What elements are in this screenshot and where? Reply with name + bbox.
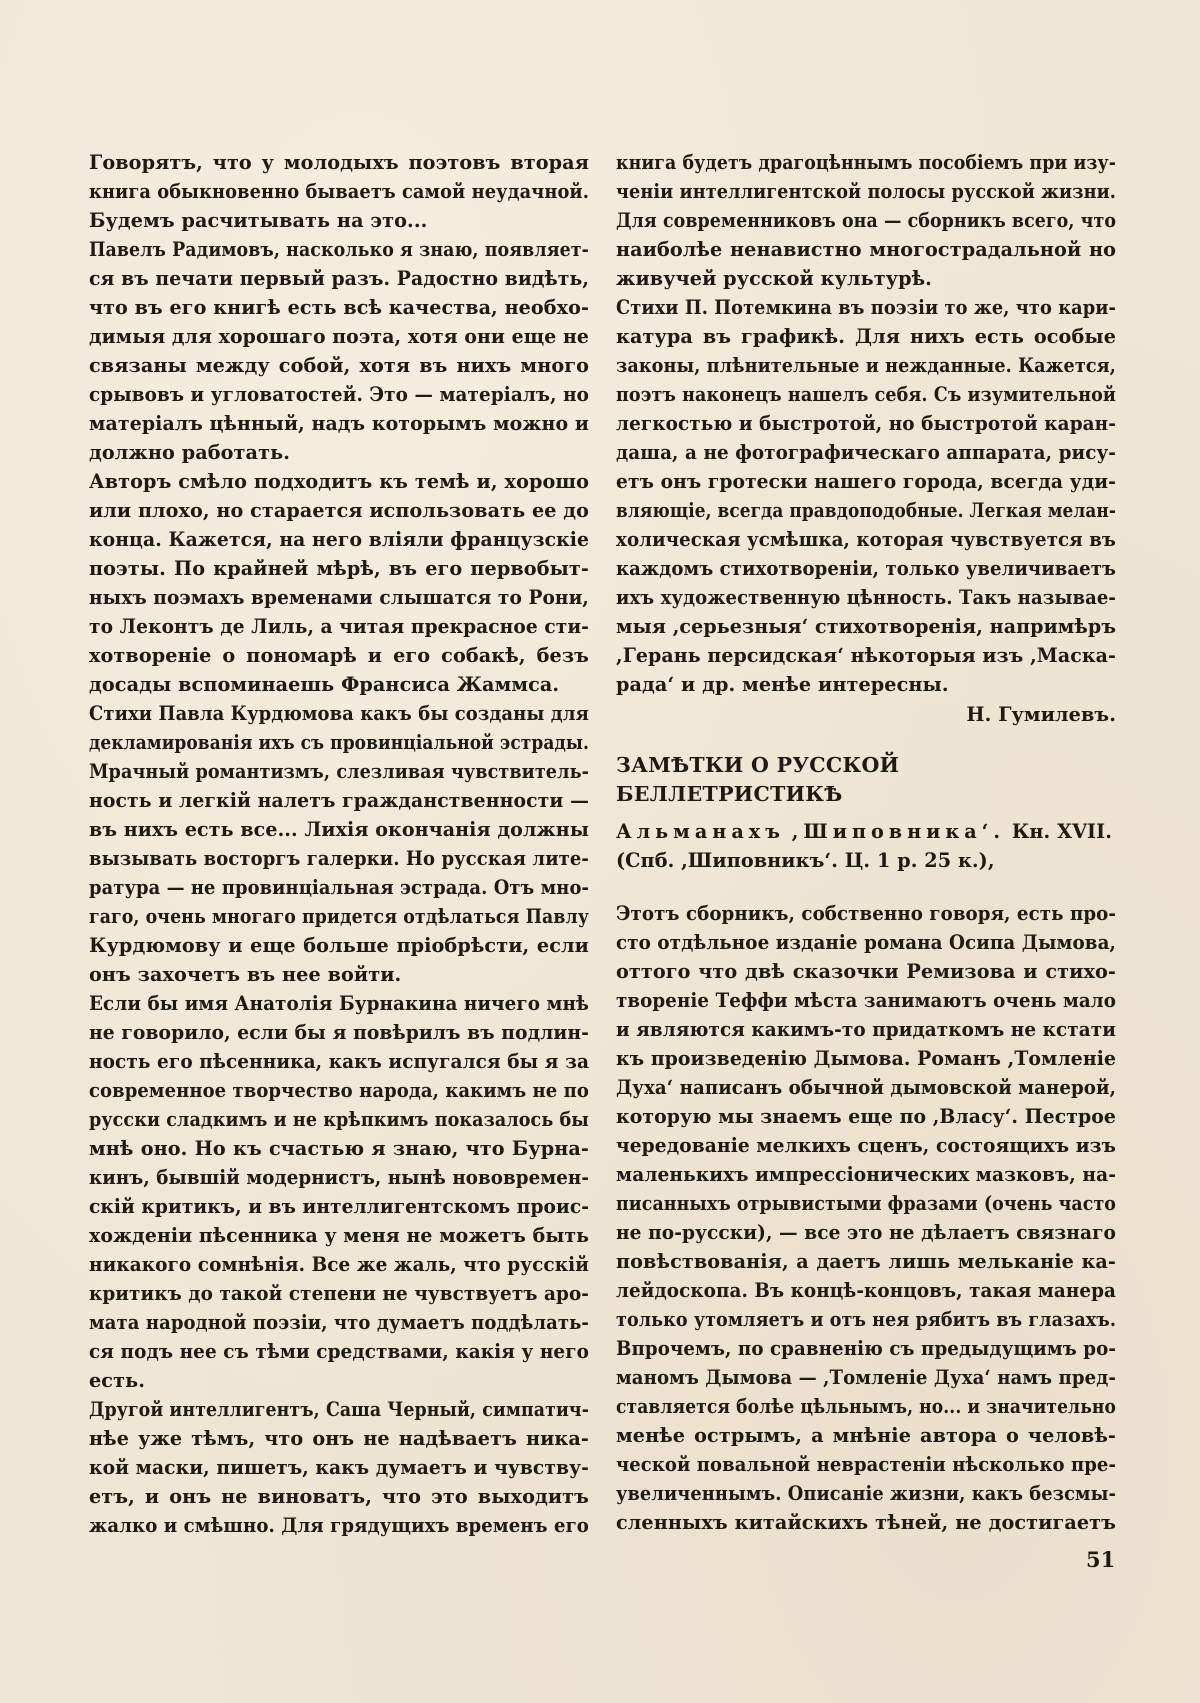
text-line: оттого что двѣ сказочки Ремизова и стихо- [616, 960, 1116, 983]
text-line: Этотъ сборникъ, собственно говоря, есть про- [616, 902, 1117, 925]
text-line: лейдоскопа. Въ концѣ-концовъ, такая манера [616, 1279, 1117, 1302]
text-line: етъ онъ гротески нашего города, всегда уди- [616, 470, 1116, 493]
text-line: маленькихъ импрессіонических мазковъ, на- [616, 1163, 1116, 1186]
text-line: Другой интеллигентъ, Саша Черный, симпатич- [89, 1398, 590, 1421]
text-line: гаго, очень многаго придется отдѣлаться Павлу [89, 905, 590, 928]
text-line: скій критикъ, и въ интеллигентскомъ проис- [89, 1195, 590, 1218]
text-line: хотвореніе о пономарѣ и его собакѣ, безъ [89, 644, 589, 667]
text-line: Стихи П. Потемкина въ поэзіи то же, что кари- [616, 296, 1117, 319]
text-line: димыя для хорошаго поэта, хотя они еще не [89, 325, 589, 348]
text-line: сленныхъ китайскихъ тѣней, не достигаетъ [616, 1511, 1116, 1534]
paragraph-burnakin [89, 989, 589, 1395]
text-line: Авторъ смѣло подходитъ къ темѣ и, хорошо [89, 470, 589, 493]
text-line: каждомъ стихотвореніи, только увеличиваетъ [616, 557, 1117, 580]
book-reference-volume: Кн. XVII. [1011, 820, 1112, 843]
text-line: поэты. По крайней мѣрѣ, въ его первобыт- [89, 557, 589, 580]
text-line: связаны между собой, хотя въ нихъ много [89, 354, 589, 377]
paragraph-sasha-cherny [89, 1395, 589, 1540]
text-line: Стихи Павла Курдюмова какъ бы созданы для [89, 702, 589, 725]
text-line: ихъ художественную цѣнность. Такъ называе- [616, 586, 1117, 609]
text-line: то Леконтъ де Лиль, а читая прекрасное сти- [89, 615, 589, 638]
text-line: Мрачный романтизмъ, слезливая чувствитель- [89, 760, 590, 783]
text-line: увеличеннымъ. Описаніе жизни, какъ безсмы- [616, 1482, 1117, 1505]
text-line: современное творчество народа, какимъ не по [89, 1079, 589, 1102]
text-line: етъ, и онъ не виноватъ, что это выходитъ [89, 1485, 589, 1508]
text-line: Если бы имя Анатолія Бурнакина ничего мнѣ [89, 992, 590, 1015]
paragraph-potemkin [616, 293, 1116, 699]
text-line: Духа‘ написанъ обычной дымовской манерой, [616, 1076, 1117, 1099]
paragraph-author-themes [89, 467, 589, 699]
text-line: Павелъ Радимовъ, насколько я знаю, появляет- [89, 238, 589, 261]
text-line: что въ его книгѣ есть всѣ качества, необхо- [89, 296, 589, 319]
page-number: 51 [1086, 1547, 1116, 1572]
text-line: менѣе острымъ, а мнѣніе автора о человѣ- [616, 1424, 1116, 1447]
text-line: катура въ графикѣ. Для нихъ есть особые [616, 325, 1116, 348]
text-line: живучей русской культурѣ. [616, 267, 932, 290]
text-line: или плохо, но старается использовать ее до [89, 499, 589, 522]
text-line: срывовъ и угловатостей. Это — матеріалъ, но [89, 383, 590, 406]
text-line: ченіи интеллигентской полосы русской жизни. [616, 180, 1116, 203]
section-heading: ЗАМѢТКИ О РУССКОЙ БЕЛЛЕТРИСТИКѢ [616, 753, 900, 806]
text-line: въ нихъ есть все... Лихія окончанія должны [89, 818, 590, 841]
book-reference-title: Альманахъ [616, 820, 785, 843]
text-line: ся въ печати первый разъ. Радостно видѣть, [89, 267, 589, 290]
paragraph-radimov [89, 235, 589, 467]
text-line: конца. Кажется, на него вліяли французскіе [89, 528, 590, 551]
text-line: не говорило, если бы я повѣрилъ въ подлин- [89, 1021, 590, 1044]
text-line: поэтъ наконецъ нашелъ себя. Съ изумительной [616, 383, 1116, 406]
text-line: онъ захочетъ въ нее войти. [89, 963, 402, 986]
text-line: Для современниковъ она — сборникъ всего, что [616, 209, 1117, 232]
text-line: даша, а не фотографическаго аппарата, рису- [616, 441, 1116, 464]
left-column [89, 148, 589, 1540]
text-line: законы, плѣнительные и нежданные. Кажется, [616, 354, 1116, 377]
text-line: мата народной поэзіи, что думаетъ поддѣлать- [89, 1311, 589, 1334]
book-reference [616, 817, 1116, 875]
text-line: которую мы знаемъ еще по ,Власу‘. Пестрое [616, 1105, 1117, 1128]
book-reference-line-1 [616, 817, 1116, 846]
text-line: должно работать. [89, 441, 290, 464]
right-column [616, 148, 1116, 1537]
text-line: ныхъ поэмахъ временами слышатся то Рони, [89, 586, 589, 609]
paragraph-kurdyumov [89, 699, 589, 989]
text-line: холическая усмѣшка, которая чувствуется въ [616, 528, 1116, 551]
paragraph-intro [89, 148, 589, 235]
text-line: досады вспоминаешь Франсиса Жаммса. [89, 673, 560, 696]
text-line: вызывать восторгъ галерки. Но русская лите- [89, 847, 589, 870]
text-line: хожденіи пѣсенника у меня не можетъ быть [89, 1224, 590, 1247]
text-line: ,Герань персидская‘ нѣкоторыя изъ ,Маска- [616, 644, 1116, 667]
text-line: русски сладкимъ и не крѣпкимъ показалось бы [89, 1108, 589, 1131]
text-line: маномъ Дымова — ,Томленіе Духа‘ намъ пред- [616, 1366, 1116, 1389]
text-line: не по-русски), — все это не дѣлаетъ связнаго [616, 1221, 1116, 1244]
text-line: ставляется болѣе цѣльнымъ, но... и значительно [616, 1395, 1117, 1418]
text-line: рада‘ и др. менѣе интересны. [616, 673, 949, 696]
text-line: мыя ,серьезныя‘ стихотворенія, напримѣръ [616, 615, 1117, 638]
text-line: никакого сомнѣнія. Все же жаль, что русскій [89, 1253, 589, 1276]
text-line: къ произведенію Дымова. Романъ ,Томленіе [616, 1047, 1117, 1070]
text-line: декламированія ихъ съ провинціальной эстрады. [89, 731, 590, 754]
text-line: писанныхъ отрывистыми фразами (очень часто [616, 1192, 1116, 1215]
text-line: Курдюмову и еще больше пріобрѣсти, если [89, 934, 589, 957]
paragraph-cherny-continued [616, 148, 1116, 293]
text-line: кой маски, пишетъ, какъ думаетъ и чувству- [89, 1456, 590, 1479]
book-reference-line-2: (Спб. ,Шиповникъ‘. Ц. 1 р. 25 к.), [616, 849, 995, 872]
text-line: Впрочемъ, по сравненію съ предыдущимъ ро- [616, 1337, 1117, 1360]
text-line: матеріалъ цѣнный, надъ которымъ можно и [89, 412, 590, 435]
text-line: сто отдѣльное изданіе романа Осипа Дымова, [616, 931, 1117, 954]
text-line: чередованіе мелкихъ сценъ, состоящихъ изъ [616, 1134, 1116, 1157]
author-signature: Н. Гумилевъ. [966, 703, 1116, 726]
text-line: Будемъ расчитывать на это... [89, 209, 428, 232]
text-line: ческой повальной неврастеніи нѣсколько пре- [616, 1453, 1117, 1476]
text-line: вляющіе, всегда правдоподобные. Легкая мелан- [616, 499, 1116, 522]
text-line: кинъ, бывшій модернистъ, нынѣ нововремен- [89, 1166, 590, 1189]
paragraph-dymov-review [616, 899, 1116, 1537]
text-line: ратура — не провинціальная эстрада. Отъ мно- [89, 876, 590, 899]
text-line: и являются какимъ-то придаткомъ не кстати [616, 1018, 1116, 1041]
text-line: нѣе уже тѣмъ, что онъ не надѣваетъ ника- [89, 1427, 589, 1450]
text-line: жалко и смѣшно. Для грядущихъ временъ его [89, 1514, 589, 1537]
text-line: ность его пѣсенника, какъ испугался бы я за [89, 1050, 590, 1073]
text-line: мнѣ оно. Но къ счастью я знаю, что Бурна- [89, 1137, 589, 1160]
text-line: критикъ до такой степени не чувствуетъ аро- [89, 1282, 590, 1305]
text-line: только утомляетъ и отъ нея рябитъ въ глазахъ. [616, 1308, 1117, 1331]
book-reference-publisher: ,Шиповника‘. [791, 820, 1006, 843]
text-line: ся подъ нее съ тѣми средствами, какія у него [89, 1340, 590, 1363]
text-line: наиболѣе ненавистно многострадальной но [616, 238, 1116, 261]
text-line: Говорятъ, что у молодыхъ поэтовъ вторая [89, 151, 589, 174]
text-line: ность и легкій налетъ гражданственности — [89, 789, 590, 812]
text-line: повѣствованія, а даетъ лишь мельканіе ка- [616, 1250, 1116, 1273]
text-line: легкостью и быстротой, но быстротой каран- [616, 412, 1116, 435]
text-line: книга будетъ драгоцѣннымъ пособіемъ при изу- [616, 151, 1117, 174]
text-line: твореніе Теффи мѣста занимаютъ очень мало [616, 989, 1117, 1012]
text-line: есть. [89, 1369, 145, 1392]
text-line: книга обыкновенно бываетъ самой неудачной. [89, 180, 589, 203]
